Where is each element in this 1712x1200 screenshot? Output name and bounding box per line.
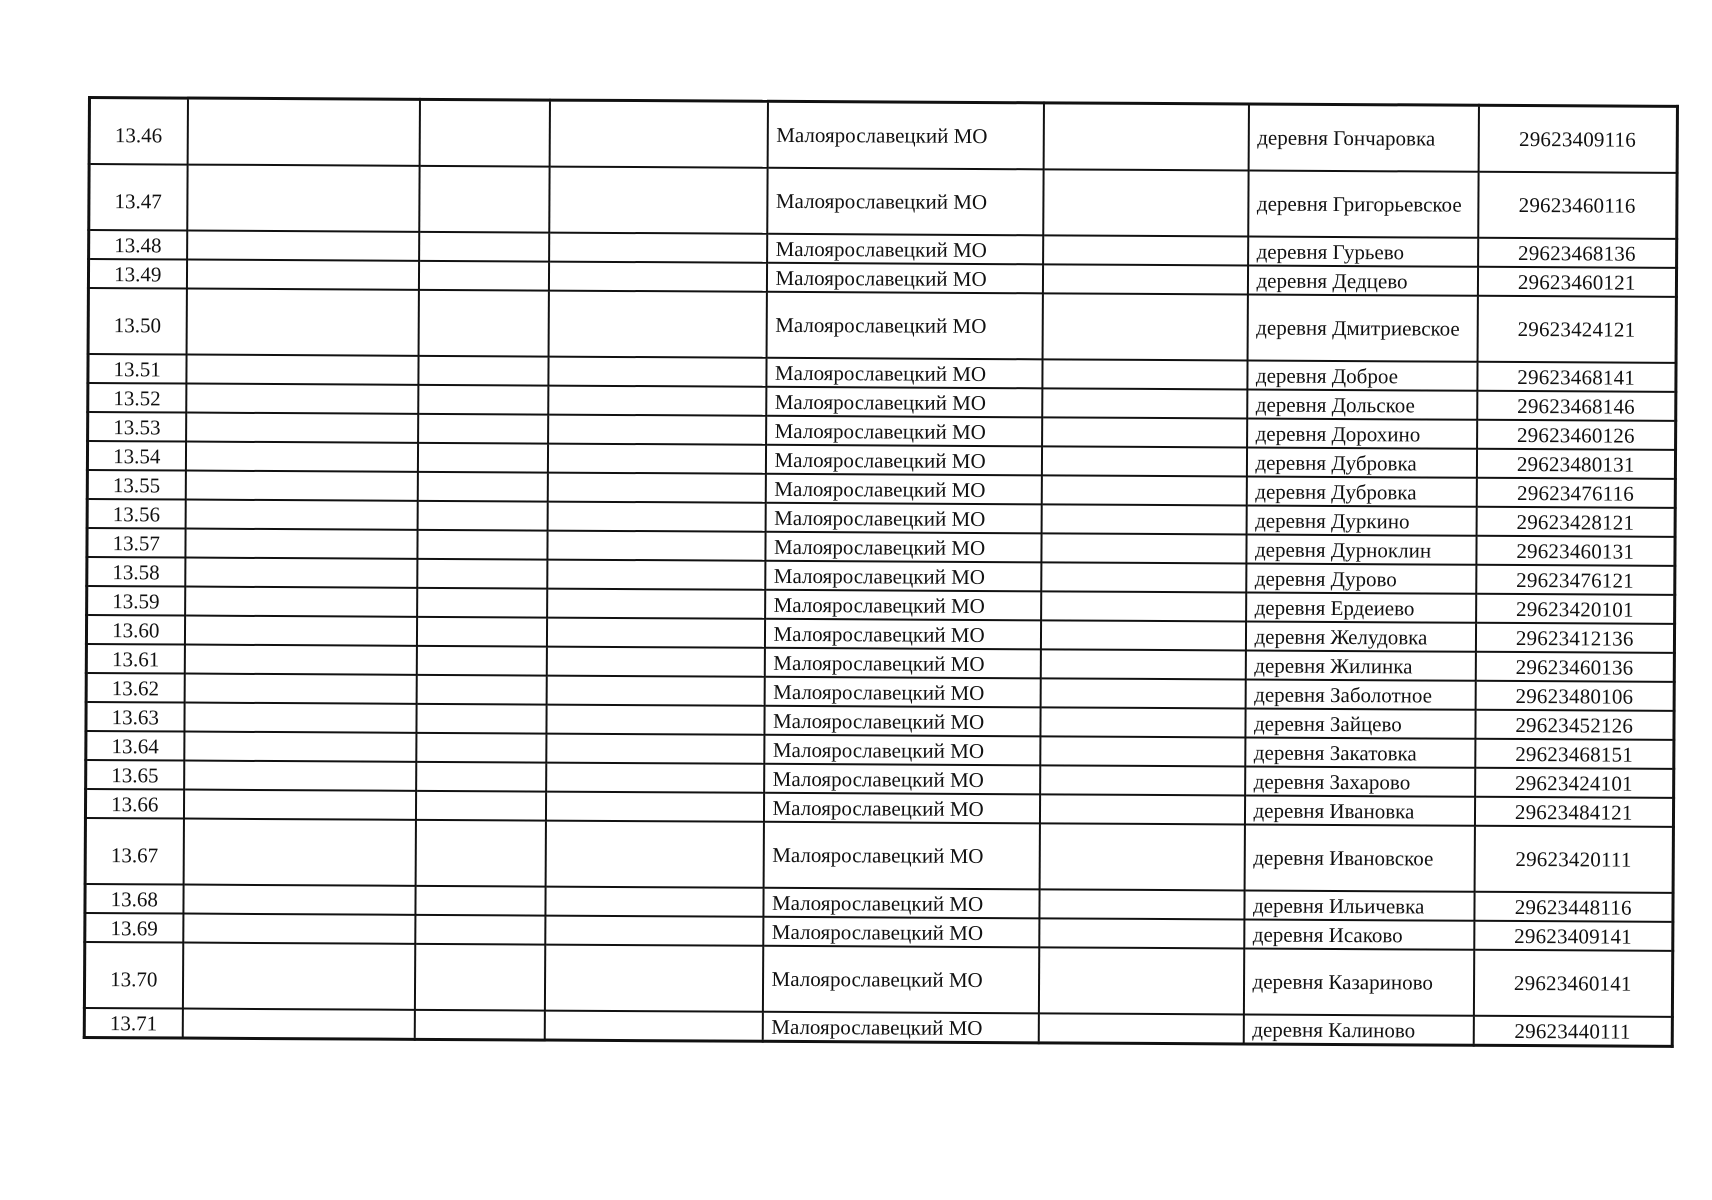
oktmo-code-cell: 29623468151 — [1475, 739, 1674, 769]
oktmo-code-cell: 29623468136 — [1478, 238, 1677, 268]
settlement-cell: деревня Гончаровка — [1248, 104, 1478, 172]
oktmo-code-cell: 29623412136 — [1475, 623, 1674, 653]
blank-cell — [185, 587, 417, 617]
table-row — [89, 98, 1677, 173]
blank-cell — [546, 734, 764, 764]
blank-cell — [183, 819, 415, 886]
blank-cell — [545, 887, 763, 917]
blank-cell — [417, 501, 547, 531]
blank-cell — [416, 675, 546, 705]
municipality-cell: Малоярославецкий МО — [767, 234, 1043, 265]
row-number-cell: 13.52 — [88, 383, 186, 413]
blank-cell — [184, 761, 416, 791]
settlement-cell: деревня Зайцево — [1245, 708, 1475, 738]
oktmo-code-cell: 29623480131 — [1476, 449, 1675, 479]
settlement-cell: деревня Дорохино — [1247, 418, 1477, 448]
oktmo-code-cell: 29623424121 — [1477, 296, 1676, 363]
blank-cell — [185, 471, 417, 501]
row-number-cell: 13.59 — [87, 586, 185, 616]
settlement-cell: деревня Доброе — [1247, 360, 1477, 390]
row-number-cell: 13.66 — [85, 789, 183, 819]
row-number-cell: 13.62 — [86, 673, 184, 703]
oktmo-code-cell: 29623428121 — [1476, 507, 1675, 537]
blank-cell — [417, 559, 547, 589]
blank-cell — [1039, 794, 1244, 824]
blank-cell — [548, 262, 766, 292]
blank-cell — [414, 944, 544, 1011]
blank-cell — [1043, 169, 1248, 236]
blank-cell — [187, 98, 419, 166]
oktmo-code-cell: 29623476121 — [1476, 565, 1675, 595]
settlement-cell: деревня Заболотное — [1245, 679, 1475, 709]
blank-cell — [545, 821, 763, 888]
municipality-cell: Малоярославецкий МО — [764, 648, 1040, 679]
row-number-cell: 13.64 — [86, 731, 184, 761]
blank-cell — [417, 443, 547, 473]
row-number-cell: 13.53 — [88, 412, 186, 442]
blank-cell — [184, 645, 416, 675]
blank-cell — [1039, 889, 1244, 919]
municipality-cell: Малоярославецкий МО — [765, 590, 1041, 621]
blank-cell — [1041, 475, 1246, 505]
blank-cell — [548, 357, 766, 387]
settlement-cell: деревня Дедцево — [1247, 265, 1477, 295]
settlement-cell: деревня Дурноклин — [1246, 534, 1476, 564]
blank-cell — [418, 385, 548, 415]
blank-cell — [187, 165, 419, 232]
oktmo-code-cell: 29623484121 — [1474, 797, 1673, 827]
oktmo-code-cell: 29623424101 — [1475, 768, 1674, 798]
blank-cell — [1042, 388, 1247, 418]
blank-cell — [548, 291, 766, 358]
row-number-cell: 13.63 — [86, 702, 184, 732]
oktmo-code-cell: 29623409116 — [1478, 105, 1677, 173]
blank-cell — [547, 502, 765, 532]
blank-cell — [416, 704, 546, 734]
municipality-cell: Малоярославецкий МО — [763, 822, 1039, 890]
row-number-cell: 13.58 — [87, 557, 185, 587]
municipality-cell: Малоярославецкий МО — [765, 503, 1041, 534]
oktmo-code-cell: 29623420111 — [1474, 826, 1673, 893]
scanned-table-sheet — [83, 96, 1676, 1048]
blank-cell — [182, 1009, 414, 1040]
settlement-cell: деревня Дубровка — [1246, 476, 1476, 506]
blank-cell — [1040, 765, 1245, 795]
blank-cell — [545, 916, 763, 946]
blank-cell — [418, 290, 548, 357]
municipality-cell: Малоярославецкий МО — [762, 1012, 1038, 1043]
municipality-cell: Малоярославецкий МО — [763, 793, 1039, 824]
blank-cell — [548, 386, 766, 416]
table-row — [89, 164, 1677, 239]
row-number-cell: 13.60 — [86, 615, 184, 645]
blank-cell — [549, 167, 767, 234]
settlement-cell: деревня Жилинка — [1245, 650, 1475, 680]
settlement-cell: деревня Ильичевка — [1244, 890, 1474, 920]
oktmo-code-cell: 29623468141 — [1477, 362, 1676, 392]
blank-cell — [1042, 293, 1247, 360]
municipality-cell: Малоярославецкий МО — [764, 706, 1040, 737]
blank-cell — [183, 790, 415, 820]
blank-cell — [187, 231, 419, 261]
oktmo-code-cell: 29623448116 — [1474, 892, 1673, 922]
blank-cell — [546, 676, 764, 706]
blank-cell — [419, 99, 549, 166]
blank-cell — [416, 762, 546, 792]
blank-cell — [415, 915, 545, 945]
municipality-cell: Малоярославецкий МО — [763, 888, 1039, 919]
blank-cell — [1043, 235, 1248, 265]
blank-cell — [185, 442, 417, 472]
blank-cell — [419, 166, 549, 233]
blank-cell — [182, 943, 414, 1010]
settlement-cell: деревня Дмитриевское — [1247, 294, 1477, 361]
municipality-cell: Малоярославецкий МО — [764, 764, 1040, 795]
municipality-cell: Малоярославецкий МО — [767, 101, 1043, 169]
row-number-cell: 13.56 — [87, 499, 185, 529]
settlement-cell: деревня Ивановка — [1244, 795, 1474, 825]
oktmo-code-cell: 29623468146 — [1477, 391, 1676, 421]
settlement-cell: деревня Желудовка — [1245, 621, 1475, 651]
municipality-cell: Малоярославецкий МО — [765, 445, 1041, 476]
blank-cell — [186, 355, 418, 385]
blank-cell — [185, 529, 417, 559]
settlement-cell: деревня Дольское — [1247, 389, 1477, 419]
settlement-cell: деревня Гурьево — [1248, 236, 1478, 266]
blank-cell — [416, 646, 546, 676]
blank-cell — [544, 945, 762, 1012]
municipality-cell: Малоярославецкий МО — [766, 358, 1042, 389]
blank-cell — [1040, 649, 1245, 679]
municipality-cell: Малоярославецкий МО — [766, 263, 1042, 294]
blank-cell — [416, 617, 546, 647]
oktmo-code-cell: 29623480106 — [1475, 681, 1674, 711]
blank-cell — [1038, 1013, 1243, 1044]
blank-cell — [546, 618, 764, 648]
row-number-cell: 13.57 — [87, 528, 185, 558]
oktmo-code-cell: 29623460126 — [1477, 420, 1676, 450]
blank-cell — [186, 384, 418, 414]
municipality-cell: Малоярославецкий МО — [765, 561, 1041, 592]
municipality-cell: Малоярославецкий МО — [766, 416, 1042, 447]
row-number-cell: 13.67 — [85, 818, 183, 885]
blank-cell — [183, 914, 415, 944]
row-number-cell: 13.50 — [88, 288, 186, 355]
blank-cell — [418, 414, 548, 444]
blank-cell — [1040, 707, 1245, 737]
municipality-cell: Малоярославецкий МО — [764, 677, 1040, 708]
blank-cell — [547, 444, 765, 474]
blank-cell — [546, 705, 764, 735]
blank-cell — [1041, 504, 1246, 534]
settlement-cell: деревня Захарово — [1245, 766, 1475, 796]
municipality-cell: Малоярославецкий МО — [764, 619, 1040, 650]
blank-cell — [414, 1010, 544, 1040]
municipality-cell: Малоярославецкий МО — [764, 735, 1040, 766]
blank-cell — [547, 560, 765, 590]
settlement-cell: деревня Ердеиево — [1246, 592, 1476, 622]
settlement-cell: деревня Дубровка — [1246, 447, 1476, 477]
settlement-cell: деревня Закатовка — [1245, 737, 1475, 767]
blank-cell — [546, 647, 764, 677]
oktmo-code-cell: 29623452126 — [1475, 710, 1674, 740]
blank-cell — [418, 356, 548, 386]
blank-cell — [417, 588, 547, 618]
blank-cell — [1038, 947, 1243, 1014]
blank-cell — [417, 472, 547, 502]
blank-cell — [185, 500, 417, 530]
blank-cell — [547, 589, 765, 619]
blank-cell — [1041, 446, 1246, 476]
row-number-cell: 13.65 — [86, 760, 184, 790]
blank-cell — [1042, 417, 1247, 447]
row-number-cell: 13.49 — [88, 259, 186, 289]
blank-cell — [184, 703, 416, 733]
row-number-cell: 13.68 — [85, 884, 183, 914]
blank-cell — [1041, 591, 1246, 621]
blank-cell — [1042, 359, 1247, 389]
blank-cell — [184, 732, 416, 762]
blank-cell — [1039, 823, 1244, 890]
table-row — [88, 288, 1676, 363]
municipality-cell: Малоярославецкий МО — [763, 917, 1039, 948]
municipality-cell: Малоярославецкий МО — [766, 387, 1042, 418]
blank-cell — [1039, 918, 1244, 948]
settlements-table — [83, 96, 1679, 1048]
blank-cell — [546, 763, 764, 793]
blank-cell — [1041, 533, 1246, 563]
municipality-cell: Малоярославецкий МО — [765, 474, 1041, 505]
blank-cell — [415, 791, 545, 821]
blank-cell — [544, 1011, 762, 1042]
blank-cell — [1040, 620, 1245, 650]
settlement-cell: деревня Ивановское — [1244, 824, 1474, 891]
oktmo-code-cell: 29623460116 — [1478, 172, 1677, 239]
blank-cell — [418, 261, 548, 291]
settlement-cell: деревня Исаково — [1244, 919, 1474, 949]
municipality-cell: Малоярославецкий МО — [767, 168, 1043, 236]
municipality-cell: Малоярославецкий МО — [762, 946, 1038, 1014]
blank-cell — [186, 289, 418, 356]
blank-cell — [1043, 103, 1248, 171]
blank-cell — [549, 233, 767, 263]
settlement-cell: деревня Казариново — [1243, 948, 1473, 1015]
settlement-cell: деревня Григорьевское — [1248, 170, 1478, 237]
row-number-cell: 13.55 — [87, 470, 185, 500]
blank-cell — [185, 558, 417, 588]
row-number-cell: 13.48 — [89, 230, 187, 260]
oktmo-code-cell: 29623409141 — [1474, 921, 1673, 951]
blank-cell — [547, 473, 765, 503]
blank-cell — [548, 415, 766, 445]
blank-cell — [1040, 678, 1245, 708]
blank-cell — [417, 530, 547, 560]
row-number-cell: 13.46 — [89, 98, 187, 165]
municipality-cell: Малоярославецкий МО — [766, 292, 1042, 360]
blank-cell — [1042, 264, 1247, 294]
blank-cell — [184, 616, 416, 646]
oktmo-code-cell: 29623460136 — [1475, 652, 1674, 682]
row-number-cell: 13.61 — [86, 644, 184, 674]
settlement-cell: деревня Дурово — [1246, 563, 1476, 593]
blank-cell — [415, 820, 545, 887]
settlement-cell: деревня Дуркино — [1246, 505, 1476, 535]
blank-cell — [186, 260, 418, 290]
blank-cell — [419, 232, 549, 262]
municipality-cell: Малоярославецкий МО — [765, 532, 1041, 563]
settlement-cell: деревня Калиново — [1243, 1014, 1473, 1045]
oktmo-code-cell: 29623440111 — [1473, 1016, 1672, 1047]
blank-cell — [184, 674, 416, 704]
row-number-cell: 13.69 — [85, 913, 183, 943]
oktmo-code-cell: 29623460121 — [1477, 267, 1676, 297]
blank-cell — [416, 733, 546, 763]
oktmo-code-cell: 29623476116 — [1476, 478, 1675, 508]
table-row — [84, 942, 1672, 1017]
blank-cell — [1040, 736, 1245, 766]
blank-cell — [549, 100, 767, 168]
row-number-cell: 13.54 — [87, 441, 185, 471]
oktmo-code-cell: 29623420101 — [1476, 594, 1675, 624]
oktmo-code-cell: 29623460141 — [1473, 950, 1672, 1017]
blank-cell — [183, 885, 415, 915]
row-number-cell: 13.70 — [84, 942, 182, 1009]
blank-cell — [1041, 562, 1246, 592]
blank-cell — [415, 886, 545, 916]
blank-cell — [545, 792, 763, 822]
row-number-cell: 13.47 — [89, 164, 187, 231]
table-row — [85, 818, 1673, 893]
row-number-cell: 13.51 — [88, 354, 186, 384]
table-body — [84, 98, 1677, 1047]
oktmo-code-cell: 29623460131 — [1476, 536, 1675, 566]
row-number-cell: 13.71 — [84, 1008, 182, 1038]
blank-cell — [547, 531, 765, 561]
blank-cell — [186, 413, 418, 443]
